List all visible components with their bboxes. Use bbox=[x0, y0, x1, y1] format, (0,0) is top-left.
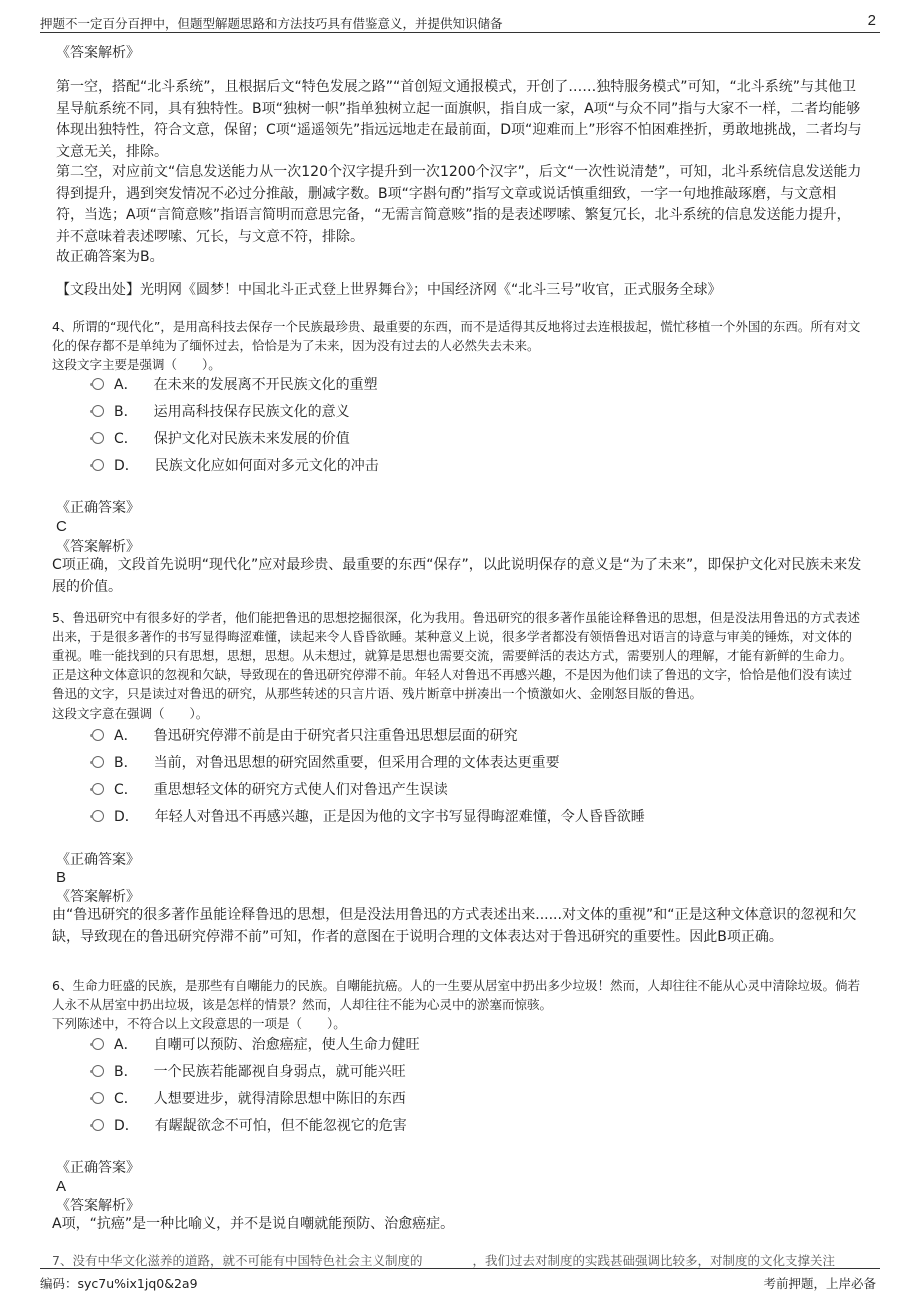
question-4-option-c[interactable]: C． 保护文化对民族未来发展的价值 bbox=[92, 429, 350, 449]
question-6-option-b[interactable]: B． 一个民族若能鄙视自身弱点，就可能兴旺 bbox=[92, 1062, 406, 1082]
question-5-answer: B bbox=[56, 869, 67, 886]
question-7-partial-line: 7、没有中华文化滋养的道路，就不可能有中国特色社会主义制度的 ，我们过去对制度的实践甚础强调比较多，对制度的文化支撑关注 bbox=[52, 1253, 835, 1268]
radio-icon[interactable] bbox=[92, 1092, 104, 1104]
question-5-correct-label: 《正确答案》 bbox=[56, 852, 140, 868]
question-6-analysis-label: 《答案解析》 bbox=[56, 1198, 140, 1214]
question-4-analysis-label: 《答案解析》 bbox=[56, 539, 140, 555]
question-4-ask: 这段文字主要是强调（ ）。 bbox=[52, 357, 221, 372]
question-5-option-d[interactable]: D． 年轻人对鲁迅不再感兴趣，正是因为他的文字书写显得晦涩难懂，令人昏昏欲睡 bbox=[92, 807, 645, 827]
radio-icon[interactable] bbox=[92, 459, 104, 471]
question-5-stem: 5、鲁迅研究中有很多好的学者，他们能把鲁迅的思想挖掘很深，化为我用。鲁迅研究的很多著作虽能诠释鲁迅的思想，但是没法用鲁迅的方式表述出来，于是很多著作的书写显得晦涩难懂，读起来令人昏昏欲睡。某种意义上说，很多学者都没有领悟鲁迅对语言的诗意与审美的锤炼，对文体的重视。唯一能找到的只有思想，思想，思想。从未想过，就算是思想也需要交流，需要鲜活的表达方式，需要别人的理解，才能有新鲜的生命力。正是这种文体意识的忽视和欠缺，导致现在的鲁迅研究停滞不前。年轻人对鲁迅不再感兴趣，不是因为他们读了鲁迅的文字，恰恰是他们没有读过鲁迅的文字，只是读过对鲁迅的研究，从那些转述的只言片语、残片断章中拼凑出一个愤激如火、金刚怒目版的鲁迅。 bbox=[52, 610, 860, 701]
radio-icon[interactable] bbox=[92, 1065, 104, 1077]
question-6-option-a[interactable]: A． 自嘲可以预防、治愈癌症，使人生命力健旺 bbox=[92, 1035, 420, 1055]
analysis-paragraph-1: 第一空，搭配“北斗系统”，且根据后文“特色发展之路”“首创短文通报模式，开创了……独特服务模式”可知，“北斗系统”与其他卫星导航系统不同，具有独特性。B项“独树一帜”指单独树立起一面旗帜，指自成一家，A项“与众不同”指与大家不一样，二者均能够体现出独特性，符合文意，保留；C项“遥遥领先”指远远地走在最前面，D项“迎难而上”形容不怕困难挫折，勇敢地挑战，二者均与文意无关，排除。 bbox=[56, 79, 862, 160]
question-6-answer: A bbox=[56, 1178, 67, 1195]
radio-icon[interactable] bbox=[92, 810, 104, 822]
analysis-conclusion: 故正确答案为B。 bbox=[56, 249, 164, 265]
header-text: 押题不一定百分百押中，但题型解题思路和方法技巧具有借鉴意义，并提供知识储备 bbox=[40, 16, 503, 31]
question-6-option-c[interactable]: C． 人想要进步，就得清除思想中陈旧的东西 bbox=[92, 1089, 406, 1109]
radio-icon[interactable] bbox=[92, 432, 104, 444]
question-6-stem: 6、生命力旺盛的民族，是那些有自嘲能力的民族。自嘲能抗癌。人的一生要从居室中扔出多少垃圾！然而，人却往往不能从心灵中清除垃圾。倘若人永不从居室中扔出垃圾，该是怎样的情景？然而，人却往往不能为心灵中的淤塞而惊骇。 bbox=[52, 978, 860, 1012]
footer-code: 编码：syc7u%ix1jq0&2a9 bbox=[40, 1276, 198, 1291]
page-number: 2 bbox=[867, 12, 876, 29]
question-4-analysis: C项正确，文段首先说明“现代化”应对最珍贵、最重要的东西“保存”，以此说明保存的意义是“为了未来”，即保护文化对民族未来发展的价值。 bbox=[52, 557, 862, 595]
radio-icon[interactable] bbox=[92, 1038, 104, 1050]
analysis-label: 《答案解析》 bbox=[56, 45, 140, 61]
radio-icon[interactable] bbox=[92, 378, 104, 390]
question-6-analysis: A项，“抗癌”是一种比喻义，并不是说自嘲就能预防、治愈癌症。 bbox=[52, 1216, 455, 1232]
question-4-answer: C bbox=[56, 518, 67, 535]
question-6-correct-label: 《正确答案》 bbox=[56, 1160, 140, 1176]
question-4-option-b[interactable]: B． 运用高科技保存民族文化的意义 bbox=[92, 402, 350, 422]
footer-slogan: 考前押题，上岸必备 bbox=[763, 1276, 876, 1291]
question-5-analysis: 由“鲁迅研究的很多著作虽能诠释鲁迅的思想，但是没法用鲁迅的方式表述出来......对文体的重视”和“正是这种文体意识的忽视和欠缺，导致现在的鲁迅研究停滞不前”可知，作者的意图在于说明合理的文体表达对于鲁迅研究的重要性。因此B项正确。 bbox=[52, 907, 857, 945]
page-footer bbox=[40, 1268, 880, 1291]
question-4-stem: 4、所谓的“现代化”，是用高科技去保存一个民族最珍贵、最重要的东西，而不是适得其反地将过去连根拔起，慌忙移植一个外国的东西。所有对文化的保存都不是单纯为了缅怀过去，恰恰是为了未来，因为没有过去的人必然失去未来。 bbox=[52, 319, 861, 353]
radio-icon[interactable] bbox=[92, 729, 104, 741]
question-4-correct-label: 《正确答案》 bbox=[56, 500, 140, 516]
question-5-option-a[interactable]: A． 鲁迅研究停滞不前是由于研究者只注重鲁迅思想层面的研究 bbox=[92, 726, 518, 746]
question-4-option-d[interactable]: D． 民族文化应如何面对多元文化的冲击 bbox=[92, 456, 379, 476]
question-4-option-a[interactable]: A． 在未来的发展离不开民族文化的重塑 bbox=[92, 375, 378, 395]
question-5-ask: 这段文字意在强调（ ）。 bbox=[52, 706, 209, 721]
radio-icon[interactable] bbox=[92, 405, 104, 417]
page-header bbox=[40, 14, 880, 33]
radio-icon[interactable] bbox=[92, 1119, 104, 1131]
question-6-option-d[interactable]: D． 有龌龊欲念不可怕，但不能忽视它的危害 bbox=[92, 1116, 407, 1136]
question-5-option-b[interactable]: B． 当前，对鲁迅思想的研究固然重要，但采用合理的文体表达更重要 bbox=[92, 753, 560, 773]
question-6-ask: 下列陈述中，不符合以上文段意思的一项是（ ）。 bbox=[52, 1016, 346, 1031]
question-5-option-c[interactable]: C． 重思想轻文体的研究方式使人们对鲁迅产生误读 bbox=[92, 780, 448, 800]
question-5-analysis-label: 《答案解析》 bbox=[56, 889, 140, 905]
radio-icon[interactable] bbox=[92, 756, 104, 768]
analysis-paragraph-2: 第二空，对应前文“信息发送能力从一次120个汉字提升到一次1200个汉字”，后文“一次性说清楚”，可知，北斗系统信息发送能力得到提升，遇到突发情况不必过分推敲，删减字数。B项“字斟句酌”指写文章或说话慎重细致，一字一句地推敲琢磨，与文意相符，当选；A项“言简意赅”指语言简明而意思完备，“无需言简意赅”指的是表述啰嗦、繁复冗长，北斗系统的信息发送能力提升，并不意味着表述啰嗦、冗长，与文意不符，排除。 bbox=[56, 164, 862, 245]
radio-icon[interactable] bbox=[92, 783, 104, 795]
source-citation: 【文段出处】光明网《圆梦！中国北斗正式登上世界舞台》；中国经济网《“北斗三号”收官，正式服务全球》 bbox=[56, 282, 722, 298]
